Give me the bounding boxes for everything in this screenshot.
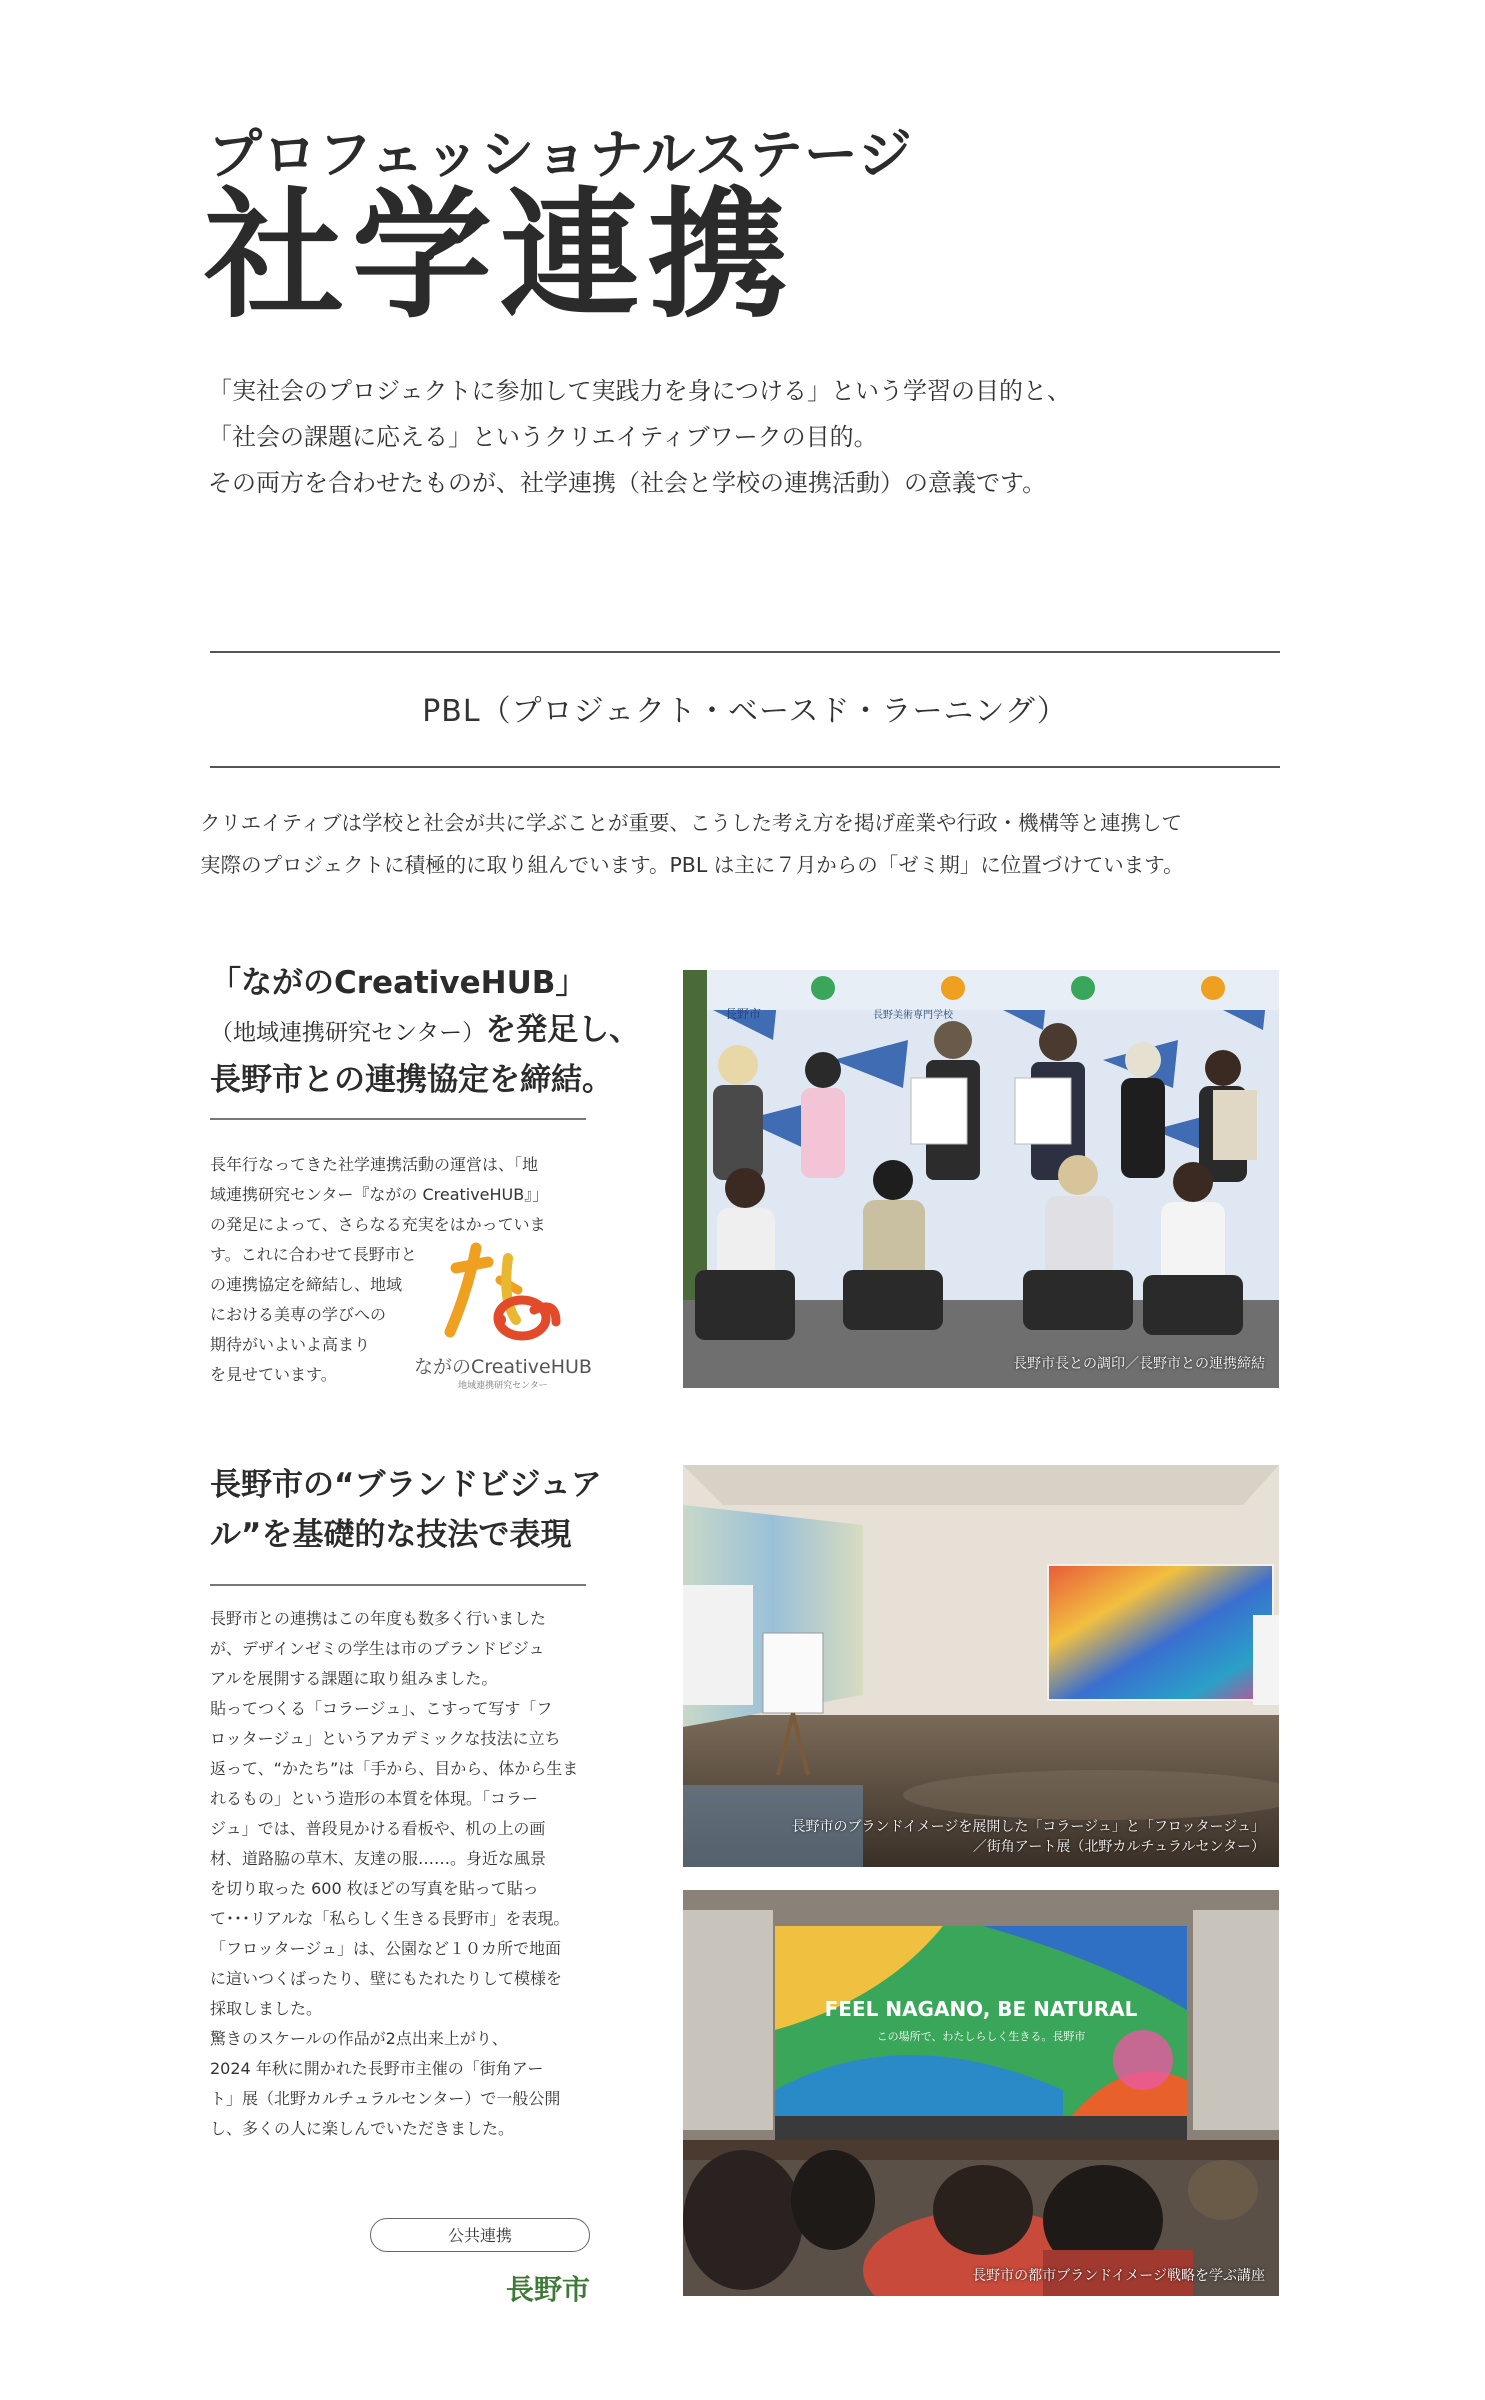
intro-line: その両方を合わせたものが、社学連携（社会と学校の連携活動）の意義です。 <box>208 469 1047 497</box>
section2-line: を切り取った 600 枚ほどの写真を貼って貼っ <box>210 1879 539 1898</box>
lecture-illustration <box>683 1890 1279 2296</box>
gallery-illustration <box>683 1465 1279 1867</box>
main-title: 社学連携 <box>204 175 797 338</box>
section2-line: ト」展（北野カルチュラルセンター）で一般公開 <box>210 2089 561 2108</box>
photo2-caption-line: ／街角アート展（北野カルチュラルセンター） <box>972 1839 1265 1855</box>
creativehub-logo-mark <box>438 1240 568 1350</box>
divider-top <box>210 651 1280 653</box>
section2-rule <box>210 1584 586 1586</box>
creativehub-logo <box>408 1240 598 1400</box>
section2-line: 「フロッタージュ」は、公園など１０カ所で地面 <box>210 1939 562 1958</box>
pbl-line: 実際のプロジェクトに積極的に取り組んでいます。PBL は主に７月からの「ゼミ期」に位置づけています。 <box>200 853 1184 877</box>
section1-rule <box>210 1118 586 1120</box>
section2-line: 2024 年秋に開かれた長野市主催の「街角アー <box>210 2059 544 2078</box>
intro-text <box>208 368 1208 506</box>
section1-line: の連携協定を締結し、地域 <box>210 1275 403 1294</box>
section1-heading-line: 長野市との連携協定を締結。 <box>210 1062 613 1098</box>
logo-text: ながのCreativeHUB <box>414 1356 592 1378</box>
section1-line: 期待がいよいよ高まり <box>210 1335 371 1354</box>
partner-name: 長野市 <box>505 2273 590 2306</box>
logo-subtext: 地域連携研究センター <box>458 1381 548 1391</box>
photo2-caption <box>792 1817 1265 1857</box>
section1-line: における美専の学びへの <box>210 1305 387 1324</box>
public-partnership-badge: 公共連携 <box>370 2218 590 2252</box>
section2-line: に這いつくばったり、壁にもたれたりして模様を <box>210 1969 563 1988</box>
section2-line: 貼ってつくる「コラージュ」、こすって写す「フ <box>210 1699 553 1718</box>
pbl-line: クリエイティブは学校と社会が共に学ぶことが重要、こうした考え方を掲げ産業や行政・機構等と連携して <box>200 811 1182 835</box>
pbl-body <box>200 802 1290 886</box>
section1-heading <box>210 960 680 1104</box>
section2-line: ジュ」では、普段見かける看板や、机の上の画 <box>210 1819 546 1838</box>
pbl-title: PBL（プロジェクト・ベースド・ラーニング） <box>422 694 1068 729</box>
section2-line: れるもの」という造形の本質を体現。「コラー <box>210 1789 539 1808</box>
photo3-caption: 長野市の都市ブランドイメージ戦略を学ぶ講座 <box>972 2268 1265 2284</box>
section2-line: 驚きのスケールの作品が2点出来上がり、 <box>210 2029 508 2048</box>
stage-title: プロフェッショナルステージ <box>208 123 913 186</box>
gallery-exhibition-photo <box>683 1465 1279 1867</box>
section2-line: し、多くの人に楽しんでいただきました。 <box>210 2119 515 2138</box>
section2-line: 返って、“かたち”は「手から、目から、体から生ま <box>210 1759 579 1778</box>
section2-line: て･･･リアルな「私らしく生きる長野市」を表現。 <box>210 1909 570 1928</box>
section2-line: 採取しました。 <box>210 1999 323 2018</box>
divider-bottom <box>210 766 1280 768</box>
section1-line: す。これに合わせて長野市と <box>210 1245 417 1264</box>
intro-line: 「社会の課題に応える」というクリエイティブワークの目的。 <box>208 423 878 451</box>
section1-heading-tail: を発足し、 <box>485 1012 641 1048</box>
section1-heading-small: （地域連携研究センター） <box>210 1020 486 1046</box>
section2-line: ロッタージュ」というアカデミックな技法に立ち <box>210 1729 561 1748</box>
photo2-caption-line: 長野市のブランドイメージを展開した「コラージュ」と「フロッタージュ」 <box>791 1819 1265 1835</box>
section2-line: 長野市との連携はこの年度も数多く行いました <box>210 1609 547 1628</box>
backdrop-logo-school: 長野美術専門学校 <box>873 1010 953 1021</box>
section2-line: 材、道路脇の草木、友達の服……。身近な風景 <box>210 1849 547 1868</box>
lecture-photo <box>683 1890 1279 2296</box>
section2-heading <box>210 1460 620 1560</box>
section2-line: アルを展開する課題に取り組みました。 <box>210 1669 498 1688</box>
section2-heading-line: 長野市の“ブランドビジュア <box>210 1467 602 1503</box>
intro-line: 「実社会のプロジェクトに参加して実践力を身につける」という学習の目的と、 <box>208 377 1072 405</box>
backdrop-logo-nagano: 長野市 <box>725 1007 762 1021</box>
section2-heading-line: ル”を基礎的な技法で表現 <box>210 1517 572 1553</box>
section1-heading-line <box>210 1007 680 1057</box>
section2-body <box>210 1604 630 2144</box>
signing-ceremony-illustration <box>683 970 1279 1388</box>
screen-title: FEEL NAGANO, BE NATURAL <box>824 1997 1138 2021</box>
signing-ceremony-photo <box>683 970 1279 1388</box>
section1-line: 長年行なってきた社学連携活動の運営は、「地 <box>210 1155 539 1174</box>
section1-line: 域連携研究センター『ながの CreativeHUB』」 <box>210 1185 549 1204</box>
screen-subtitle: この場所で、わたしらしく生きる。長野市 <box>876 2030 1086 2043</box>
section1-heading-line: 「ながのCreativeHUB」 <box>210 965 587 1001</box>
section2-line: が、デザインゼミの学生は市のブランドビジュ <box>210 1639 545 1658</box>
photo1-caption: 長野市長との調印／長野市との連携締結 <box>1013 1356 1265 1372</box>
section1-line: の発足によって、さらなる充実をはかっていま <box>210 1215 546 1234</box>
section1-line: を見せています。 <box>210 1365 337 1384</box>
